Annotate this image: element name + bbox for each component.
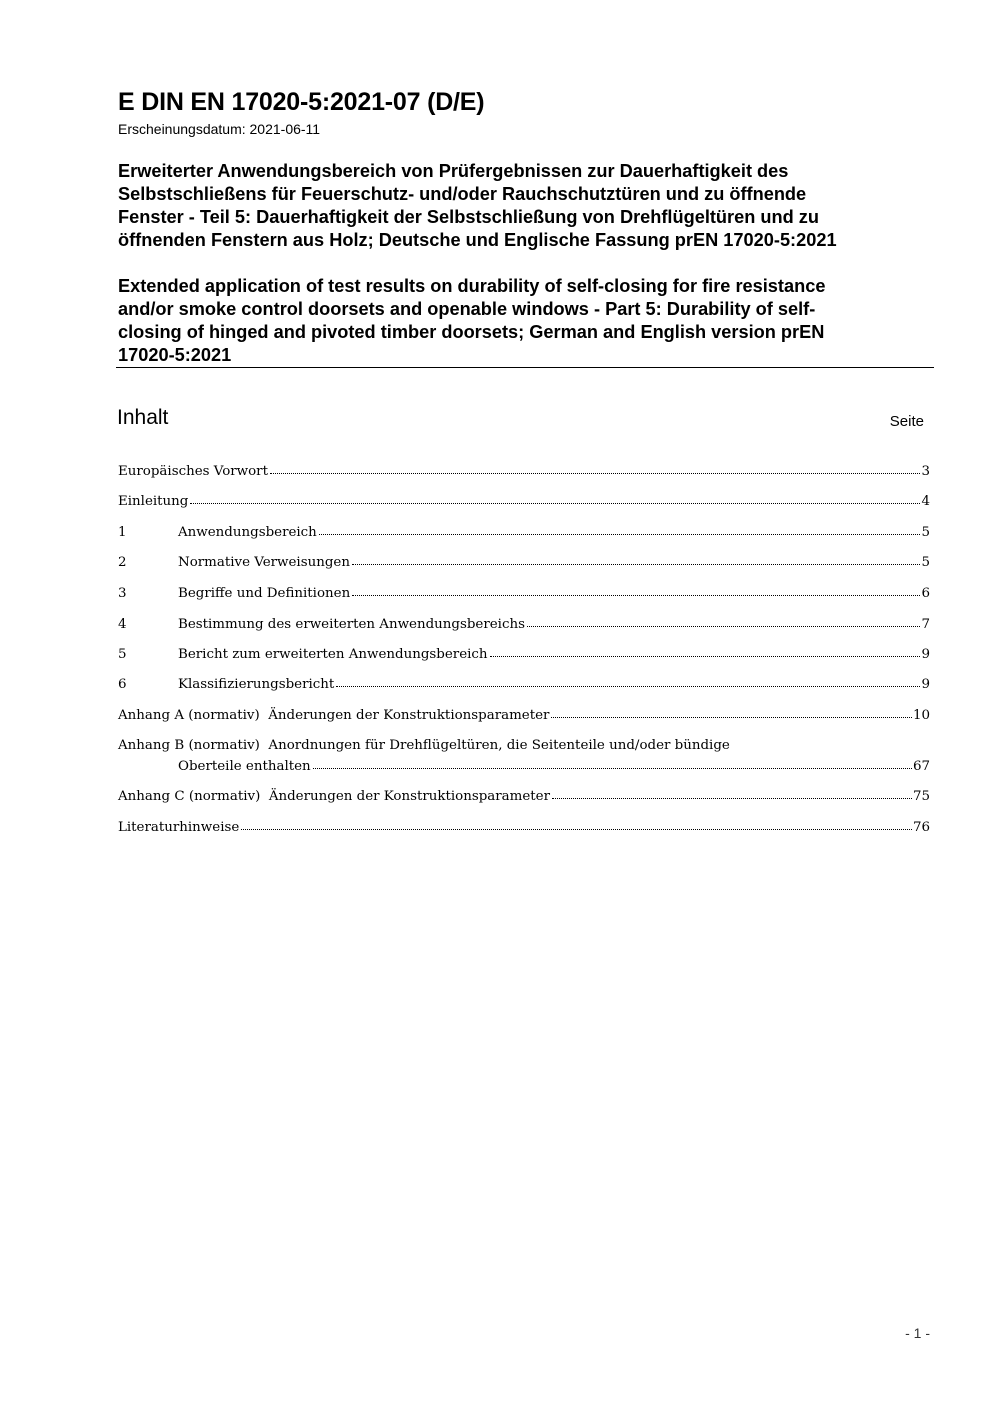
toc-entry-label: Bericht zum erweiterten Anwendungsbereich	[178, 647, 488, 662]
toc-entry-section-4[interactable]	[118, 617, 930, 632]
toc-leader-dots	[190, 503, 920, 504]
toc-entry-page: 9	[921, 677, 930, 692]
title-english-line: Extended application of test results on durability of self-closing for fire resistance	[118, 276, 826, 296]
toc-entry-section-2[interactable]	[118, 555, 930, 570]
toc-heading: Inhalt	[117, 406, 169, 429]
toc-entry-page: 6	[921, 586, 930, 601]
toc-entry-number: 2	[118, 555, 127, 570]
toc-entry-annex-b[interactable]	[118, 738, 930, 780]
toc-entry-page: 4	[921, 494, 930, 509]
toc-entry-page: 67	[912, 759, 930, 774]
title-german-line: Selbstschließens für Feuerschutz- und/oder Rauchschutztüren und zu öffnende	[118, 184, 807, 204]
toc-entry-bibliography[interactable]	[118, 820, 930, 835]
toc-entry-label: Anhang C (normativ) Änderungen der Konstruktionsparameter	[118, 789, 550, 804]
toc-entry-section-5[interactable]	[118, 647, 930, 662]
toc-entry-foreword[interactable]	[118, 464, 930, 479]
toc-entry-page: 76	[912, 820, 930, 835]
toc-entry-page: 7	[921, 617, 930, 632]
toc-entry-label: Anwendungsbereich	[178, 525, 317, 540]
toc-leader-dots	[551, 717, 912, 718]
toc-entry-number: 6	[118, 677, 127, 692]
toc-entry-section-1[interactable]	[118, 525, 930, 540]
toc-entry-continuation	[178, 759, 930, 774]
toc-entry-section-6[interactable]	[118, 677, 930, 692]
toc-entry-number: 5	[118, 647, 127, 662]
title-german-line: Erweiterter Anwendungsbereich von Prüfergebnissen zur Dauerhaftigkeit des	[118, 161, 789, 181]
title-english-line: closing of hinged and pivoted timber doorsets; German and English version prEN	[118, 322, 825, 342]
toc-leader-dots	[270, 473, 921, 474]
toc-leader-dots	[527, 626, 921, 627]
toc-leader-dots	[336, 686, 920, 687]
title-english	[118, 275, 918, 367]
toc-leader-dots	[552, 798, 912, 799]
publication-date: Erscheinungsdatum: 2021-06-11	[118, 121, 321, 137]
title-english-line: 17020-5:2021	[118, 345, 232, 365]
title-german	[118, 160, 918, 252]
toc-entry-page: 5	[921, 555, 930, 570]
toc-entry-page: 10	[912, 708, 930, 723]
toc-entry-label: Anhang A (normativ) Änderungen der Konstruktionsparameter	[118, 708, 550, 723]
title-divider	[116, 367, 934, 368]
toc-entry-label: Begriffe und Definitionen	[178, 586, 351, 601]
document-id: E DIN EN 17020-5:2021-07 (D/E)	[118, 88, 485, 116]
toc-leader-dots	[490, 656, 921, 657]
toc-entry-page: 9	[921, 647, 930, 662]
toc-entry-number: 3	[118, 586, 127, 601]
page-number: - 1 -	[905, 1325, 930, 1341]
toc-entry-label-continued: Oberteile enthalten	[178, 759, 311, 774]
toc-entry-annex-c[interactable]	[118, 789, 930, 804]
toc-entry-label: Klassifizierungsbericht	[178, 677, 335, 692]
title-english-line: and/or smoke control doorsets and openable windows - Part 5: Durability of self-	[118, 299, 816, 319]
toc-leader-dots	[313, 768, 912, 769]
toc-leader-dots	[352, 564, 921, 565]
toc-entry-label: Normative Verweisungen	[178, 555, 350, 570]
toc-entry-introduction[interactable]	[118, 494, 930, 509]
toc-page-column-heading: Seite	[889, 413, 924, 430]
toc-entry-page: 3	[921, 464, 930, 479]
title-german-line: Fenster - Teil 5: Dauerhaftigkeit der Selbstschließung von Drehflügeltüren und zu	[118, 207, 819, 227]
toc-leader-dots	[352, 595, 920, 596]
toc-entry-annex-a[interactable]	[118, 708, 930, 723]
toc-entry-page: 75	[912, 789, 930, 804]
toc-entry-label: Anhang B (normativ) Anordnungen für Drehflügeltüren, die Seitenteile und/oder bündige	[118, 738, 730, 753]
toc-entry-page: 5	[921, 525, 930, 540]
toc-leader-dots	[241, 829, 912, 830]
toc-entry-label: Literaturhinweise	[118, 820, 240, 835]
title-german-line: öffnenden Fenstern aus Holz; Deutsche und Englische Fassung prEN 17020-5:2021	[118, 230, 837, 250]
toc-entry-label: Bestimmung des erweiterten Anwendungsbereichs	[178, 617, 525, 632]
toc-entry-section-3[interactable]	[118, 586, 930, 601]
toc-entry-number: 1	[118, 525, 127, 540]
toc-entry-label: Einleitung	[118, 494, 189, 509]
toc-leader-dots	[319, 534, 921, 535]
toc-entry-number: 4	[118, 617, 127, 632]
toc-entry-label: Europäisches Vorwort	[118, 464, 268, 479]
